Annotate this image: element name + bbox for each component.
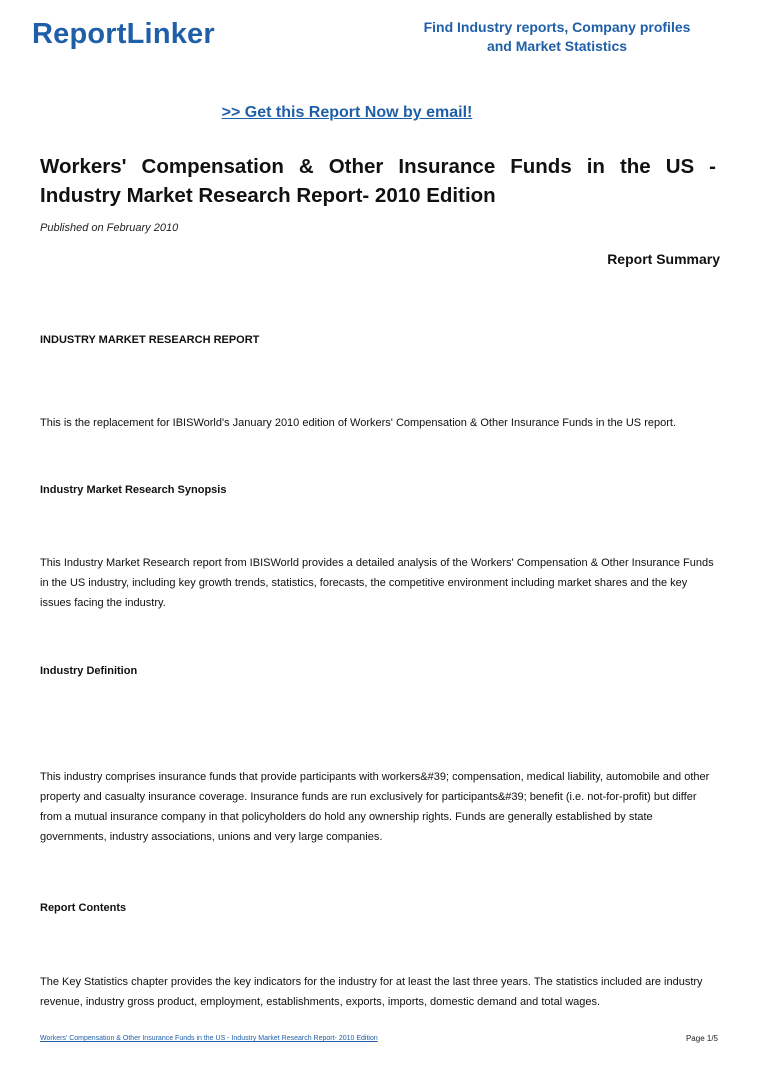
section-heading-industry-definition: Industry Definition — [40, 665, 138, 677]
report-title: Workers' Compensation & Other Insurance Funds in the US - Industry Market Research Report- 2010 Edition — [40, 155, 716, 207]
section-text-replacement-note: This is the replacement for IBISWorld's January 2010 edition of Workers' Compensation & Other Insurance Funds in the US report. — [40, 417, 676, 429]
get-report-by-email-link[interactable]: >> Get this Report Now by email! — [221, 104, 473, 121]
footer-page-number: Page 1/5 — [685, 1034, 718, 1043]
report-summary-heading: Report Summary — [607, 251, 720, 267]
published-date: Published on February 2010 — [40, 222, 179, 234]
section-text-report-contents: The Key Statistics chapter provides the key indicators for the industry for at least the last three years. The statistics included are industry revenue, industry gross product, employment, establishments, exports, imports, domestic demand and total wages. — [40, 976, 703, 1008]
section-text-synopsis: This Industry Market Research report from IBISWorld provides a detailed analysis of the Workers' Compensation & Other Insurance Funds in the US industry, including key growth trends, statistics, forecasts, the competitive environment including market shares and the key issues facing the industry. — [40, 557, 714, 609]
tagline-line-2: and Market Statistics — [486, 38, 628, 54]
section-heading-report-contents: Report Contents — [40, 902, 127, 914]
header-tagline — [398, 18, 716, 56]
section-heading-industry-market-research-report: INDUSTRY MARKET RESEARCH REPORT — [40, 334, 260, 346]
section-text-industry-definition: This industry comprises insurance funds that provide participants with workers&#39; compensation, medical liability, automobile and other property and casualty insurance coverage. Insurance funds are run exclusively for participants&#39; benefit (i.e. not-for-profit) but differ from a mutual insurance company in that policyholders do hold any ownership rights. Funds are generally established by state governments, industry associations, unions and very large companies. — [40, 771, 710, 843]
reportlinker-logo[interactable]: ReportLinker — [32, 18, 215, 50]
section-heading-synopsis: Industry Market Research Synopsis — [40, 484, 227, 496]
tagline-line-1: Find Industry reports, Company profiles — [423, 19, 691, 35]
footer-report-link[interactable]: Workers' Compensation & Other Insurance Funds in the US - Industry Market Research Report- 2010 Edition — [40, 1035, 378, 1042]
